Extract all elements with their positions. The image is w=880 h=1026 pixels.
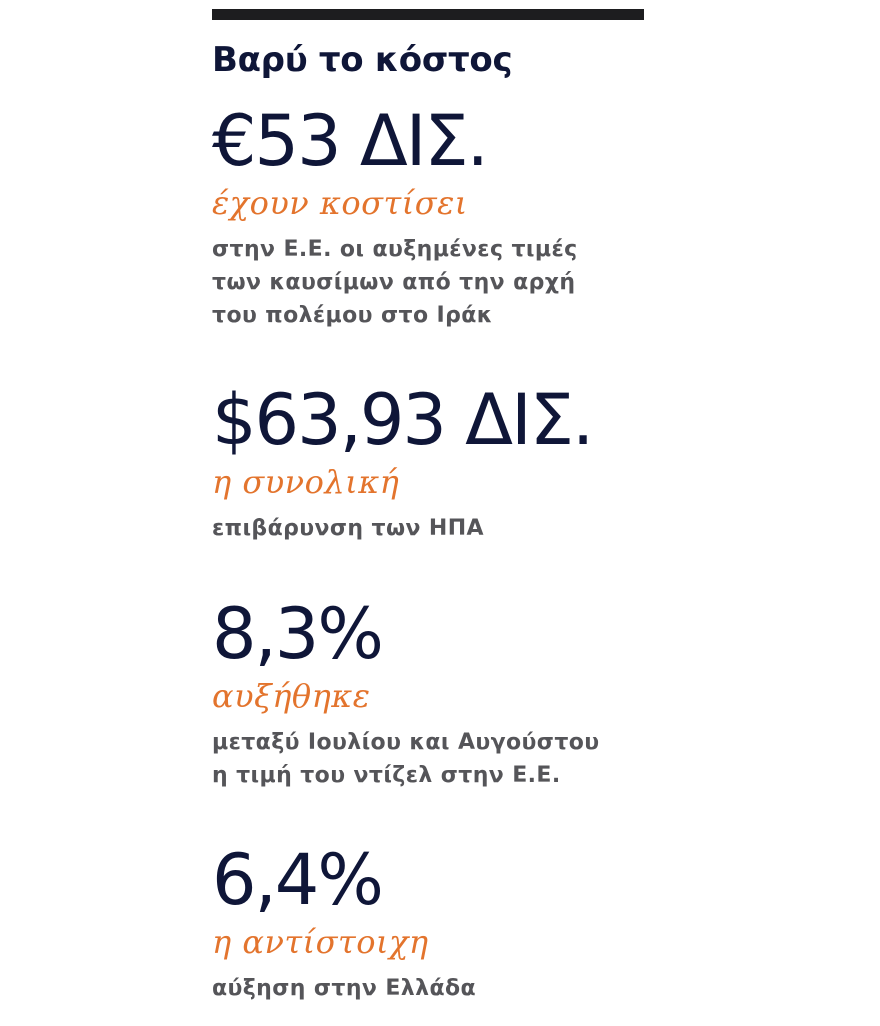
stat-figure: $63,93 ΔΙΣ. — [212, 379, 593, 461]
stat-block-diesel-eu — [212, 594, 852, 792]
stat-figure: €53 ΔΙΣ. — [212, 100, 487, 182]
stat-description-line: επιβάρυνση των ΗΠΑ — [212, 516, 484, 541]
stat-description — [212, 972, 852, 1005]
stat-description-line: των καυσίμων από την αρχή — [212, 270, 576, 295]
stat-description-line: αύξηση στην Ελλάδα — [212, 976, 476, 1001]
stat-block-us-cost — [212, 380, 852, 545]
stat-description-line: στην Ε.Ε. οι αυξημένες τιμές — [212, 237, 578, 262]
stat-accent-text: αυξήθηκε — [212, 677, 371, 715]
top-rule — [212, 9, 644, 20]
stat-block-diesel-greece — [212, 840, 852, 1005]
stat-figure: 6,4% — [212, 839, 382, 921]
stat-accent-text: η συνολική — [212, 463, 400, 501]
stat-figure: 8,3% — [212, 593, 382, 675]
stat-description — [212, 233, 852, 332]
stat-description-line: η τιμή του ντίζελ στην Ε.Ε. — [212, 763, 561, 788]
stat-accent-text: έχουν κοστίσει — [212, 184, 468, 222]
stat-description-line: μεταξύ Ιουλίου και Αυγούστου — [212, 730, 600, 755]
stat-description-line: του πολέμου στο Ιράκ — [212, 303, 493, 328]
stat-block-eu-cost — [212, 101, 852, 332]
stat-description — [212, 726, 852, 792]
stat-description — [212, 512, 852, 545]
stat-accent-text: η αντίστοιχη — [212, 923, 429, 961]
page-title: Βαρύ το κόστος — [212, 40, 513, 80]
